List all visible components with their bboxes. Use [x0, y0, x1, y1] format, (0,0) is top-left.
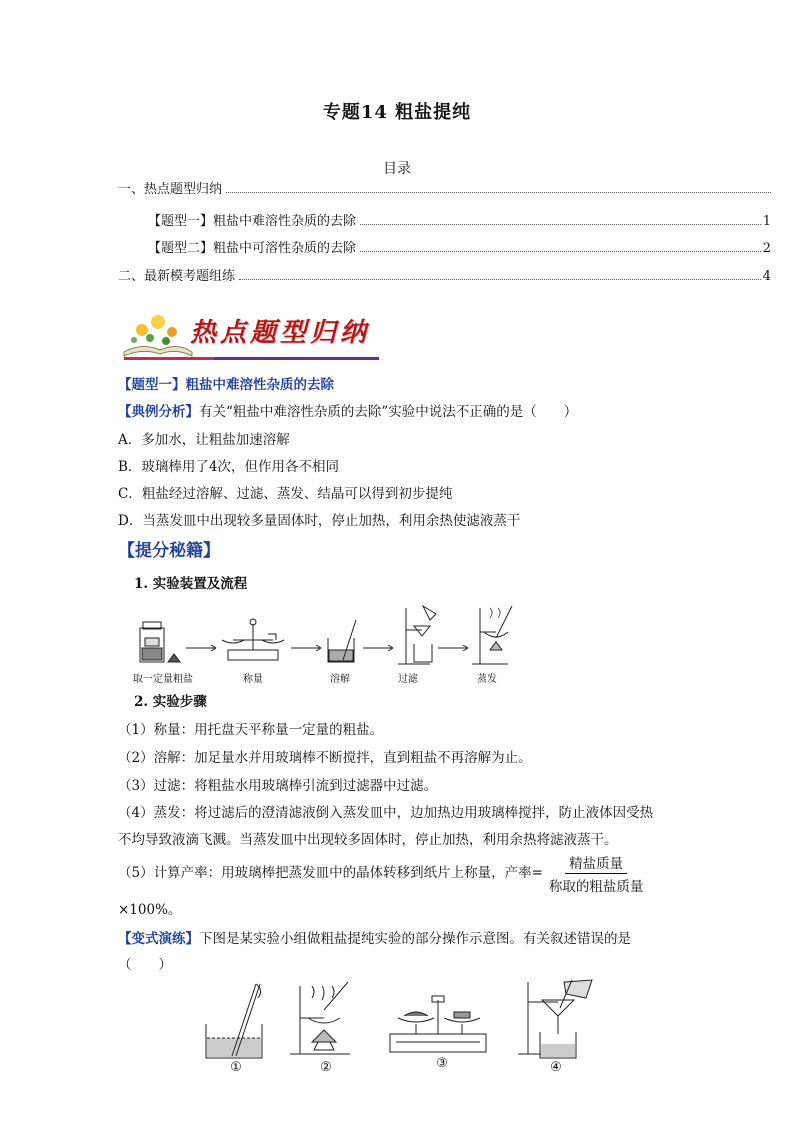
figure-label: ① — [230, 1060, 242, 1075]
tips-heading: 【提分秘籍】 — [118, 541, 220, 561]
variant-text: 下图是某实验小组做粗盐提纯实验的部分操作示意图。有关叙述错误的是 — [199, 931, 631, 947]
option-b[interactable]: B．玻璃棒用了4次，但作用各不相同 — [118, 459, 340, 475]
toc-label: 【题型一】粗盐中难溶性杂质的去除 — [148, 214, 357, 229]
figure-label: ③ — [436, 1056, 448, 1071]
step-line: （1）称量：用托盘天平称量一定量的粗盐。 — [118, 722, 384, 738]
flow-caption: 称量 — [243, 674, 263, 685]
page-title: 专题14 粗盐提纯 — [322, 102, 472, 123]
step-line: （4）蒸发：将过滤后的澄清滤液倒入蒸发皿中，边加热边用玻璃棒搅拌，防止液体因受热 — [118, 805, 654, 821]
variant-blank: （ ） — [118, 957, 172, 973]
example-tag: 【典例分析】 — [118, 404, 199, 420]
toc-heading: 目录 — [383, 161, 411, 177]
fraction-numerator: 精盐质量 — [565, 852, 627, 874]
fraction-denominator: 称取的粗盐质量 — [548, 879, 644, 895]
flow-caption: 过滤 — [398, 674, 418, 685]
option-d[interactable]: D．当蒸发皿中出现较多量固体时，停止加热，利用余热使滤液蒸干 — [118, 513, 521, 529]
type1-heading: 【题型一】粗盐中难溶性杂质的去除 — [118, 377, 334, 393]
toc-row[interactable] — [148, 210, 771, 229]
step5-line — [118, 852, 647, 895]
yield-fraction — [545, 852, 648, 895]
flow-caption: 蒸发 — [477, 674, 497, 685]
variant-tag: 【变式演练】 — [118, 931, 199, 947]
step-line: 不均导致液滴飞溅。当蒸发皿中出现较多固体时，停止加热，利用余热将滤液蒸干。 — [118, 832, 618, 848]
toc-leader — [239, 278, 761, 280]
toc-row[interactable] — [118, 178, 773, 197]
banner-title: 热点题型归纳 — [190, 318, 371, 348]
toc-row[interactable] — [148, 237, 771, 256]
option-c[interactable]: C．粗盐经过溶解、过滤、蒸发、结晶可以得到初步提纯 — [118, 486, 453, 502]
variant-question — [118, 927, 631, 947]
toc-row[interactable] — [118, 265, 771, 284]
toc-page: 2 — [762, 241, 771, 256]
tips-sub2: 2. 实验步骤 — [134, 694, 207, 710]
tips-sub1: 1. 实验装置及流程 — [134, 576, 248, 592]
toc-leader — [226, 191, 771, 193]
toc-label: 【题型二】粗盐中可溶性杂质的去除 — [148, 241, 357, 256]
experiment-flow-diagram — [118, 598, 538, 670]
step5-tail: ×100%。 — [118, 902, 182, 918]
operations-figure — [200, 978, 620, 1060]
step-line: （2）溶解：加足量水并用玻璃棒不断搅拌，直到粗盐不再溶解为止。 — [118, 750, 532, 766]
option-a[interactable]: A．多加水，让粗盐加速溶解 — [118, 432, 290, 448]
flow-caption: 取一定量粗盐 — [133, 674, 193, 685]
figure-label: ② — [320, 1060, 332, 1075]
toc-leader — [360, 250, 761, 252]
example-question — [118, 400, 577, 420]
step5-text: （5）计算产率：用玻璃棒把蒸发皿中的晶体转移到纸片上称量，产率= — [118, 865, 543, 881]
toc-label: 一、热点题型归纳 — [118, 182, 223, 197]
toc-leader — [360, 223, 761, 225]
toc-page: 4 — [762, 269, 771, 284]
toc-page: 1 — [762, 214, 771, 229]
example-text: 有关“粗盐中难溶性杂质的去除”实验中说法不正确的是（ ） — [199, 404, 578, 420]
flow-caption: 溶解 — [330, 674, 350, 685]
step-line: （3）过滤：将粗盐水用玻璃棒引流到过滤器中过滤。 — [118, 778, 438, 794]
figure-label: ④ — [550, 1060, 562, 1075]
toc-label: 二、最新模考题组练 — [118, 269, 236, 284]
section-banner — [120, 308, 385, 360]
